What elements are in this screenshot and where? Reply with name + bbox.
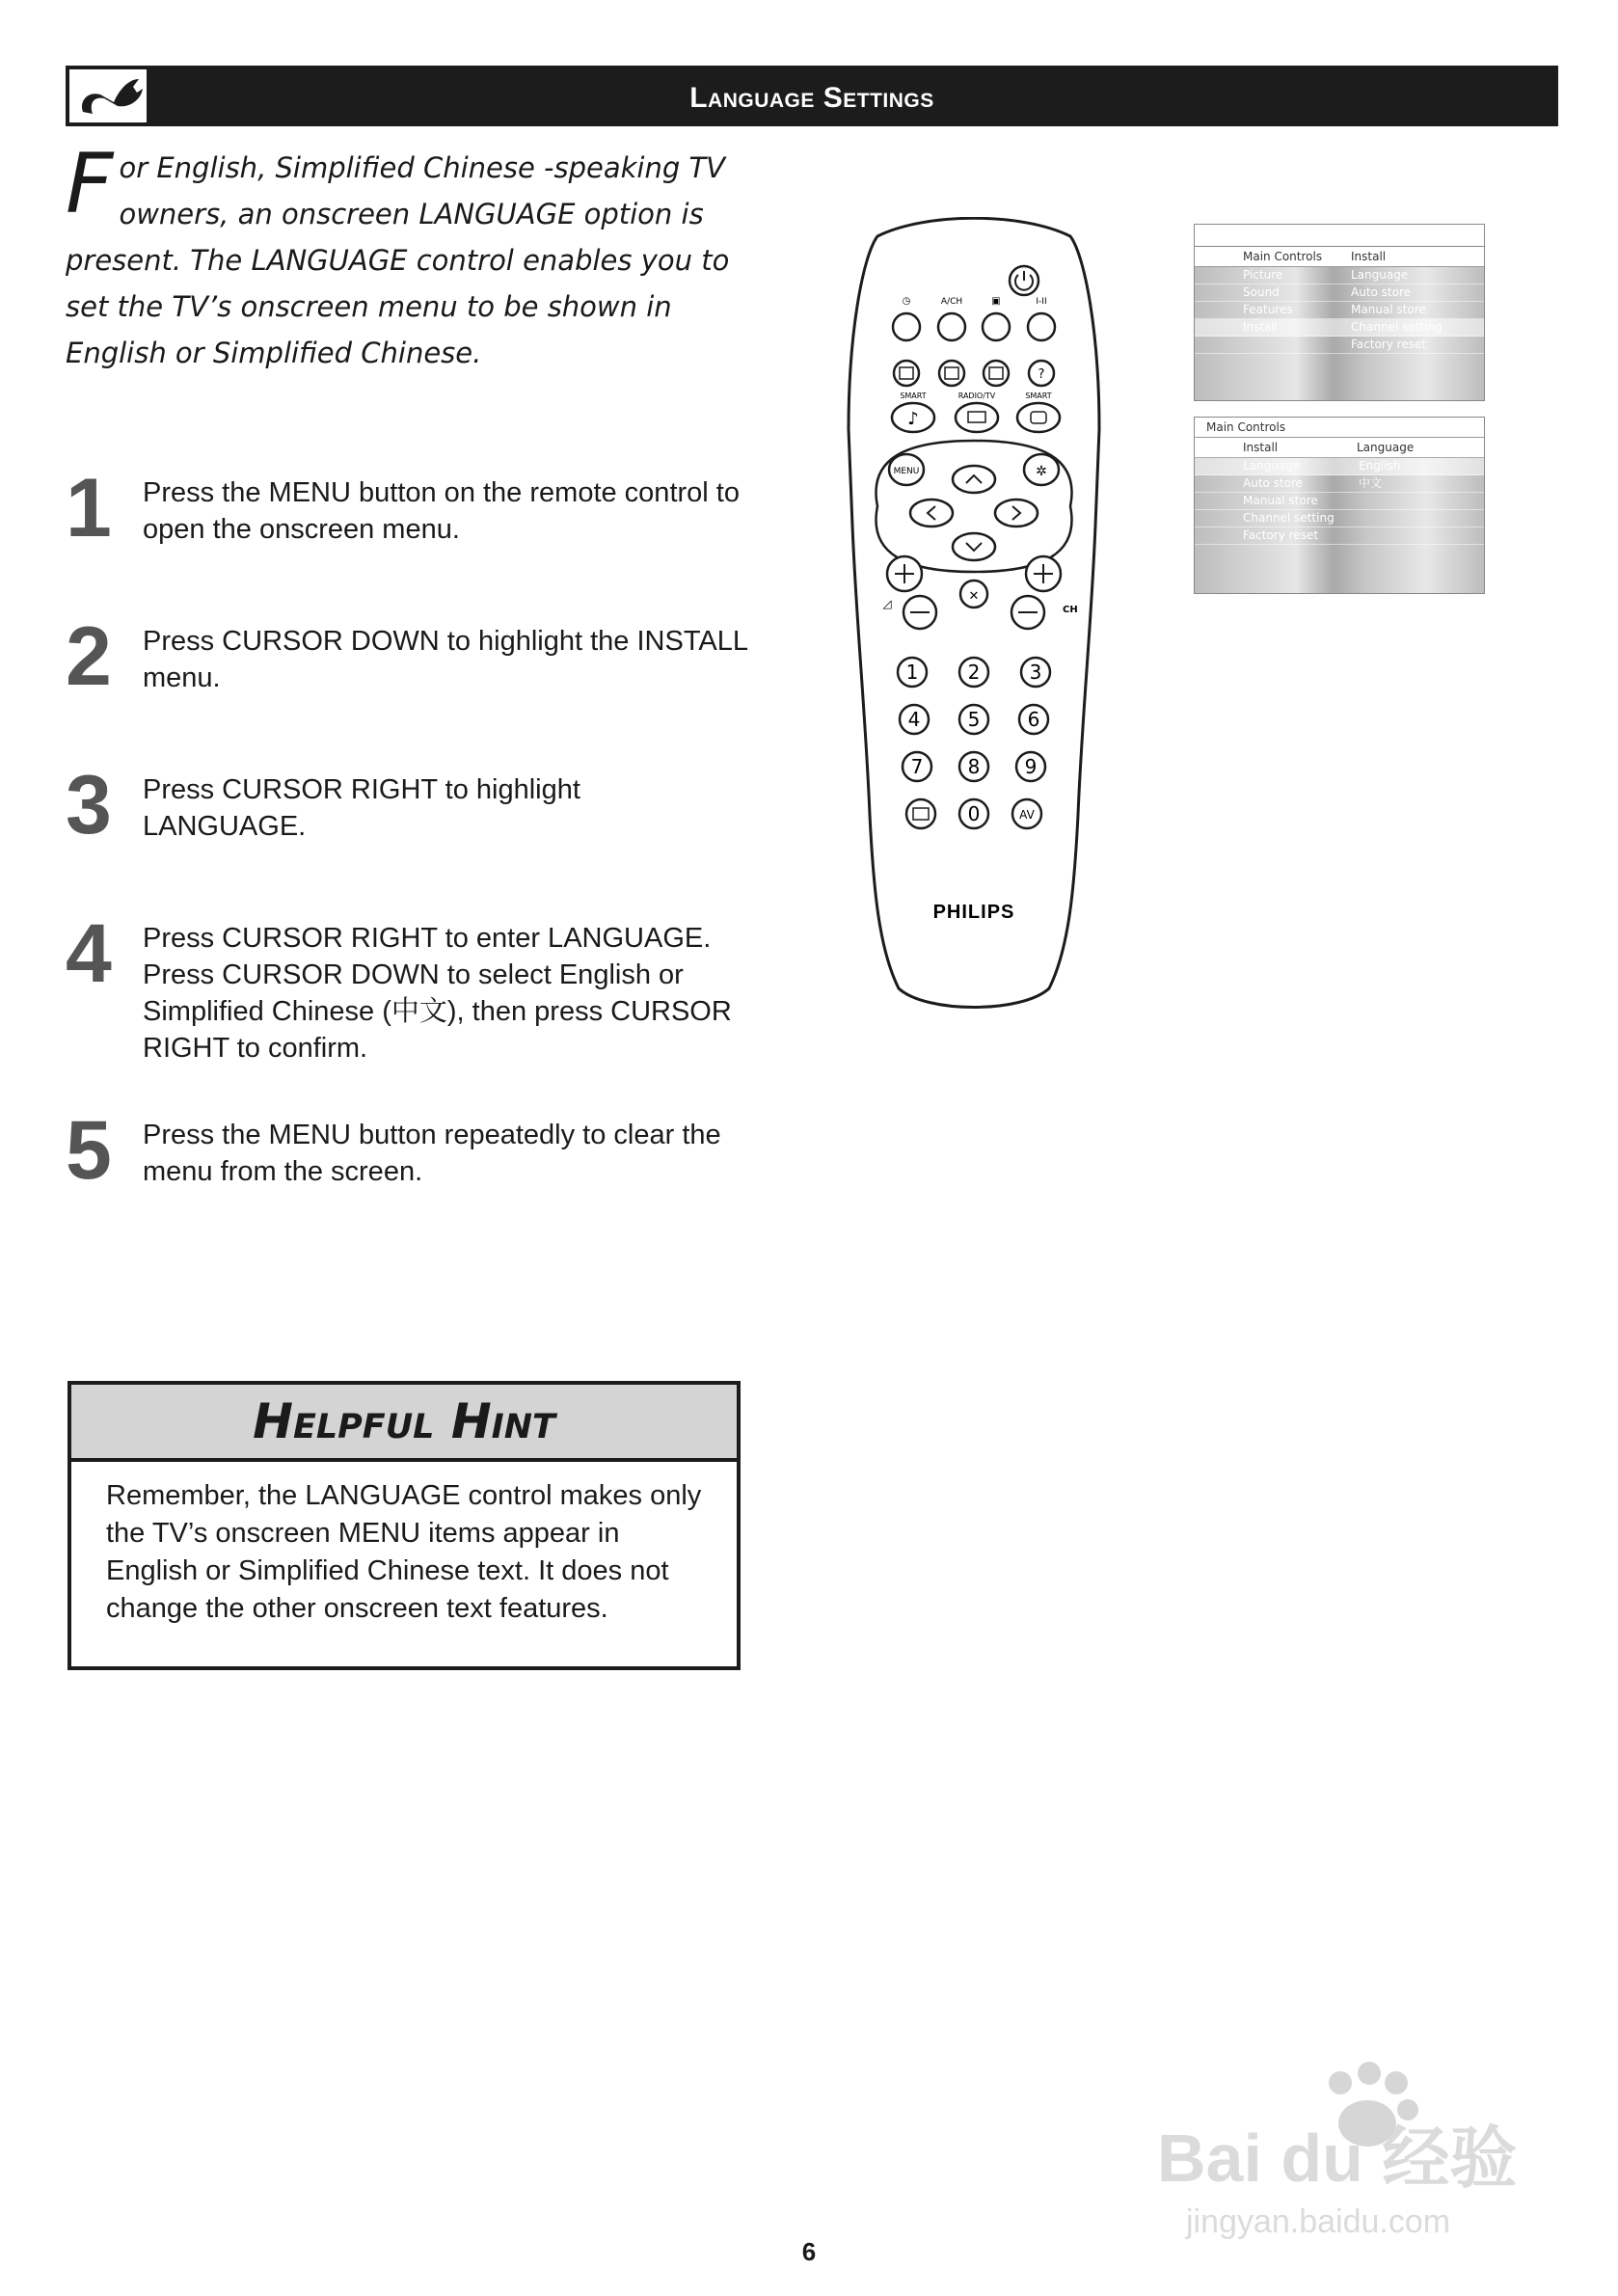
digit-0: 0 [967, 802, 981, 825]
menu-screenshot-install [1194, 417, 1485, 594]
remote-control-illustration [839, 217, 1109, 1017]
menu-title: Main Controls [1206, 420, 1286, 434]
pixel-plus-icon: ✲ [1036, 464, 1047, 479]
menu-row: Picture Language [1195, 267, 1484, 284]
menu-row: Factory reset [1195, 527, 1484, 545]
intro-paragraph [66, 136, 741, 376]
menu-row: Sound Auto store [1195, 284, 1484, 302]
ach-label: A/CH [940, 297, 963, 307]
menu-header-row [1195, 438, 1484, 458]
helpful-hint-box [67, 1381, 741, 1670]
menu-row-selected: Language English [1195, 458, 1484, 475]
menu-row: Auto store 中文 [1195, 475, 1484, 493]
menu-header-left: Main Controls [1243, 250, 1323, 263]
step-text: Press the MENU button on the remote control to open the onscreen menu. [143, 477, 740, 545]
step-number: 5 [66, 1104, 112, 1197]
watermark-brand: Bai du 经验 [1157, 2120, 1518, 2196]
step-number: 3 [66, 759, 112, 851]
page-title: Language Settings [689, 82, 934, 114]
digit-2: 2 [967, 661, 981, 684]
step-text: Press CURSOR RIGHT to enter LANGUAGE. Press CURSOR DOWN to select English or Simplified Chinese (中文), then press CURSOR RIGHT to confirm. [143, 923, 732, 1064]
digit-9: 9 [1024, 755, 1038, 778]
digit-1: 1 [905, 661, 919, 684]
menu-header-row [1195, 247, 1484, 267]
digit-5: 5 [967, 708, 981, 731]
step-text: Press CURSOR RIGHT to highlight LANGUAGE. [143, 774, 580, 842]
step-number: 2 [66, 610, 112, 703]
radio-tv-label: RADIO/TV [957, 392, 996, 400]
baidu-watermark [1147, 2054, 1552, 2247]
digit-6: 6 [1027, 708, 1040, 731]
step-text: Press CURSOR DOWN to highlight the INSTALL menu. [143, 626, 747, 693]
hint-title: Helpful Hint [71, 1385, 737, 1462]
menu-header-left: Install [1243, 441, 1279, 454]
ch-label: CH [1063, 605, 1078, 615]
reveal-icon: ? [1038, 367, 1045, 382]
step-text: Press the MENU button repeatedly to clear the menu from the screen. [143, 1120, 721, 1187]
menu-screenshot-main [1194, 224, 1485, 401]
sleep-icon: ◷ [902, 296, 911, 307]
menu-row-selected: Install Channel setting [1195, 319, 1484, 337]
step-number: 4 [66, 907, 112, 1000]
watermark-url: jingyan.baidu.com [1186, 2203, 1451, 2240]
digit-8: 8 [967, 755, 981, 778]
menu-row: Features Manual store [1195, 302, 1484, 319]
section-header [66, 66, 1558, 126]
menu-row: Factory reset [1195, 337, 1484, 354]
i-ii-label: I-II [1036, 297, 1047, 307]
hint-text: Remember, the LANGUAGE control makes only the TV’s onscreen MENU items appear in English or Simplified Chinese text. It does not change the other onscreen text features. [106, 1480, 702, 1624]
menu-row: Channel setting [1195, 510, 1484, 527]
intro-text: or English, Simplified Chinese -speaking TV owners, an onscreen LANGUAGE option is present. The LANGUAGE control enables you to set the TV’s onscreen menu to be shown in English or Simplified Chinese. [66, 151, 730, 369]
menu-header-right: Language [1357, 441, 1415, 454]
menu-row: Manual store [1195, 493, 1484, 510]
mute-icon: ✕ [968, 589, 980, 604]
menu-header-right: Install [1351, 250, 1387, 263]
digit-3: 3 [1029, 661, 1042, 684]
brand-logo: PHILIPS [932, 902, 1015, 923]
volume-icon: ◿ [882, 597, 892, 610]
smart-sound-label: SMART [900, 392, 927, 400]
digit-7: 7 [910, 755, 924, 778]
picture-format-icon: ▣ [991, 296, 1001, 307]
menu-top-bar [1195, 225, 1484, 247]
menu-title-row [1195, 418, 1484, 438]
page-number: 6 [801, 2237, 817, 2266]
smart-picture-label: SMART [1025, 392, 1052, 400]
menu-label: MENU [893, 467, 920, 476]
digit-4: 4 [907, 708, 921, 731]
music-note-icon: ♪ [907, 409, 919, 429]
step-number: 1 [66, 462, 112, 554]
av-label: AV [1019, 808, 1035, 822]
drop-cap: F [66, 136, 114, 232]
